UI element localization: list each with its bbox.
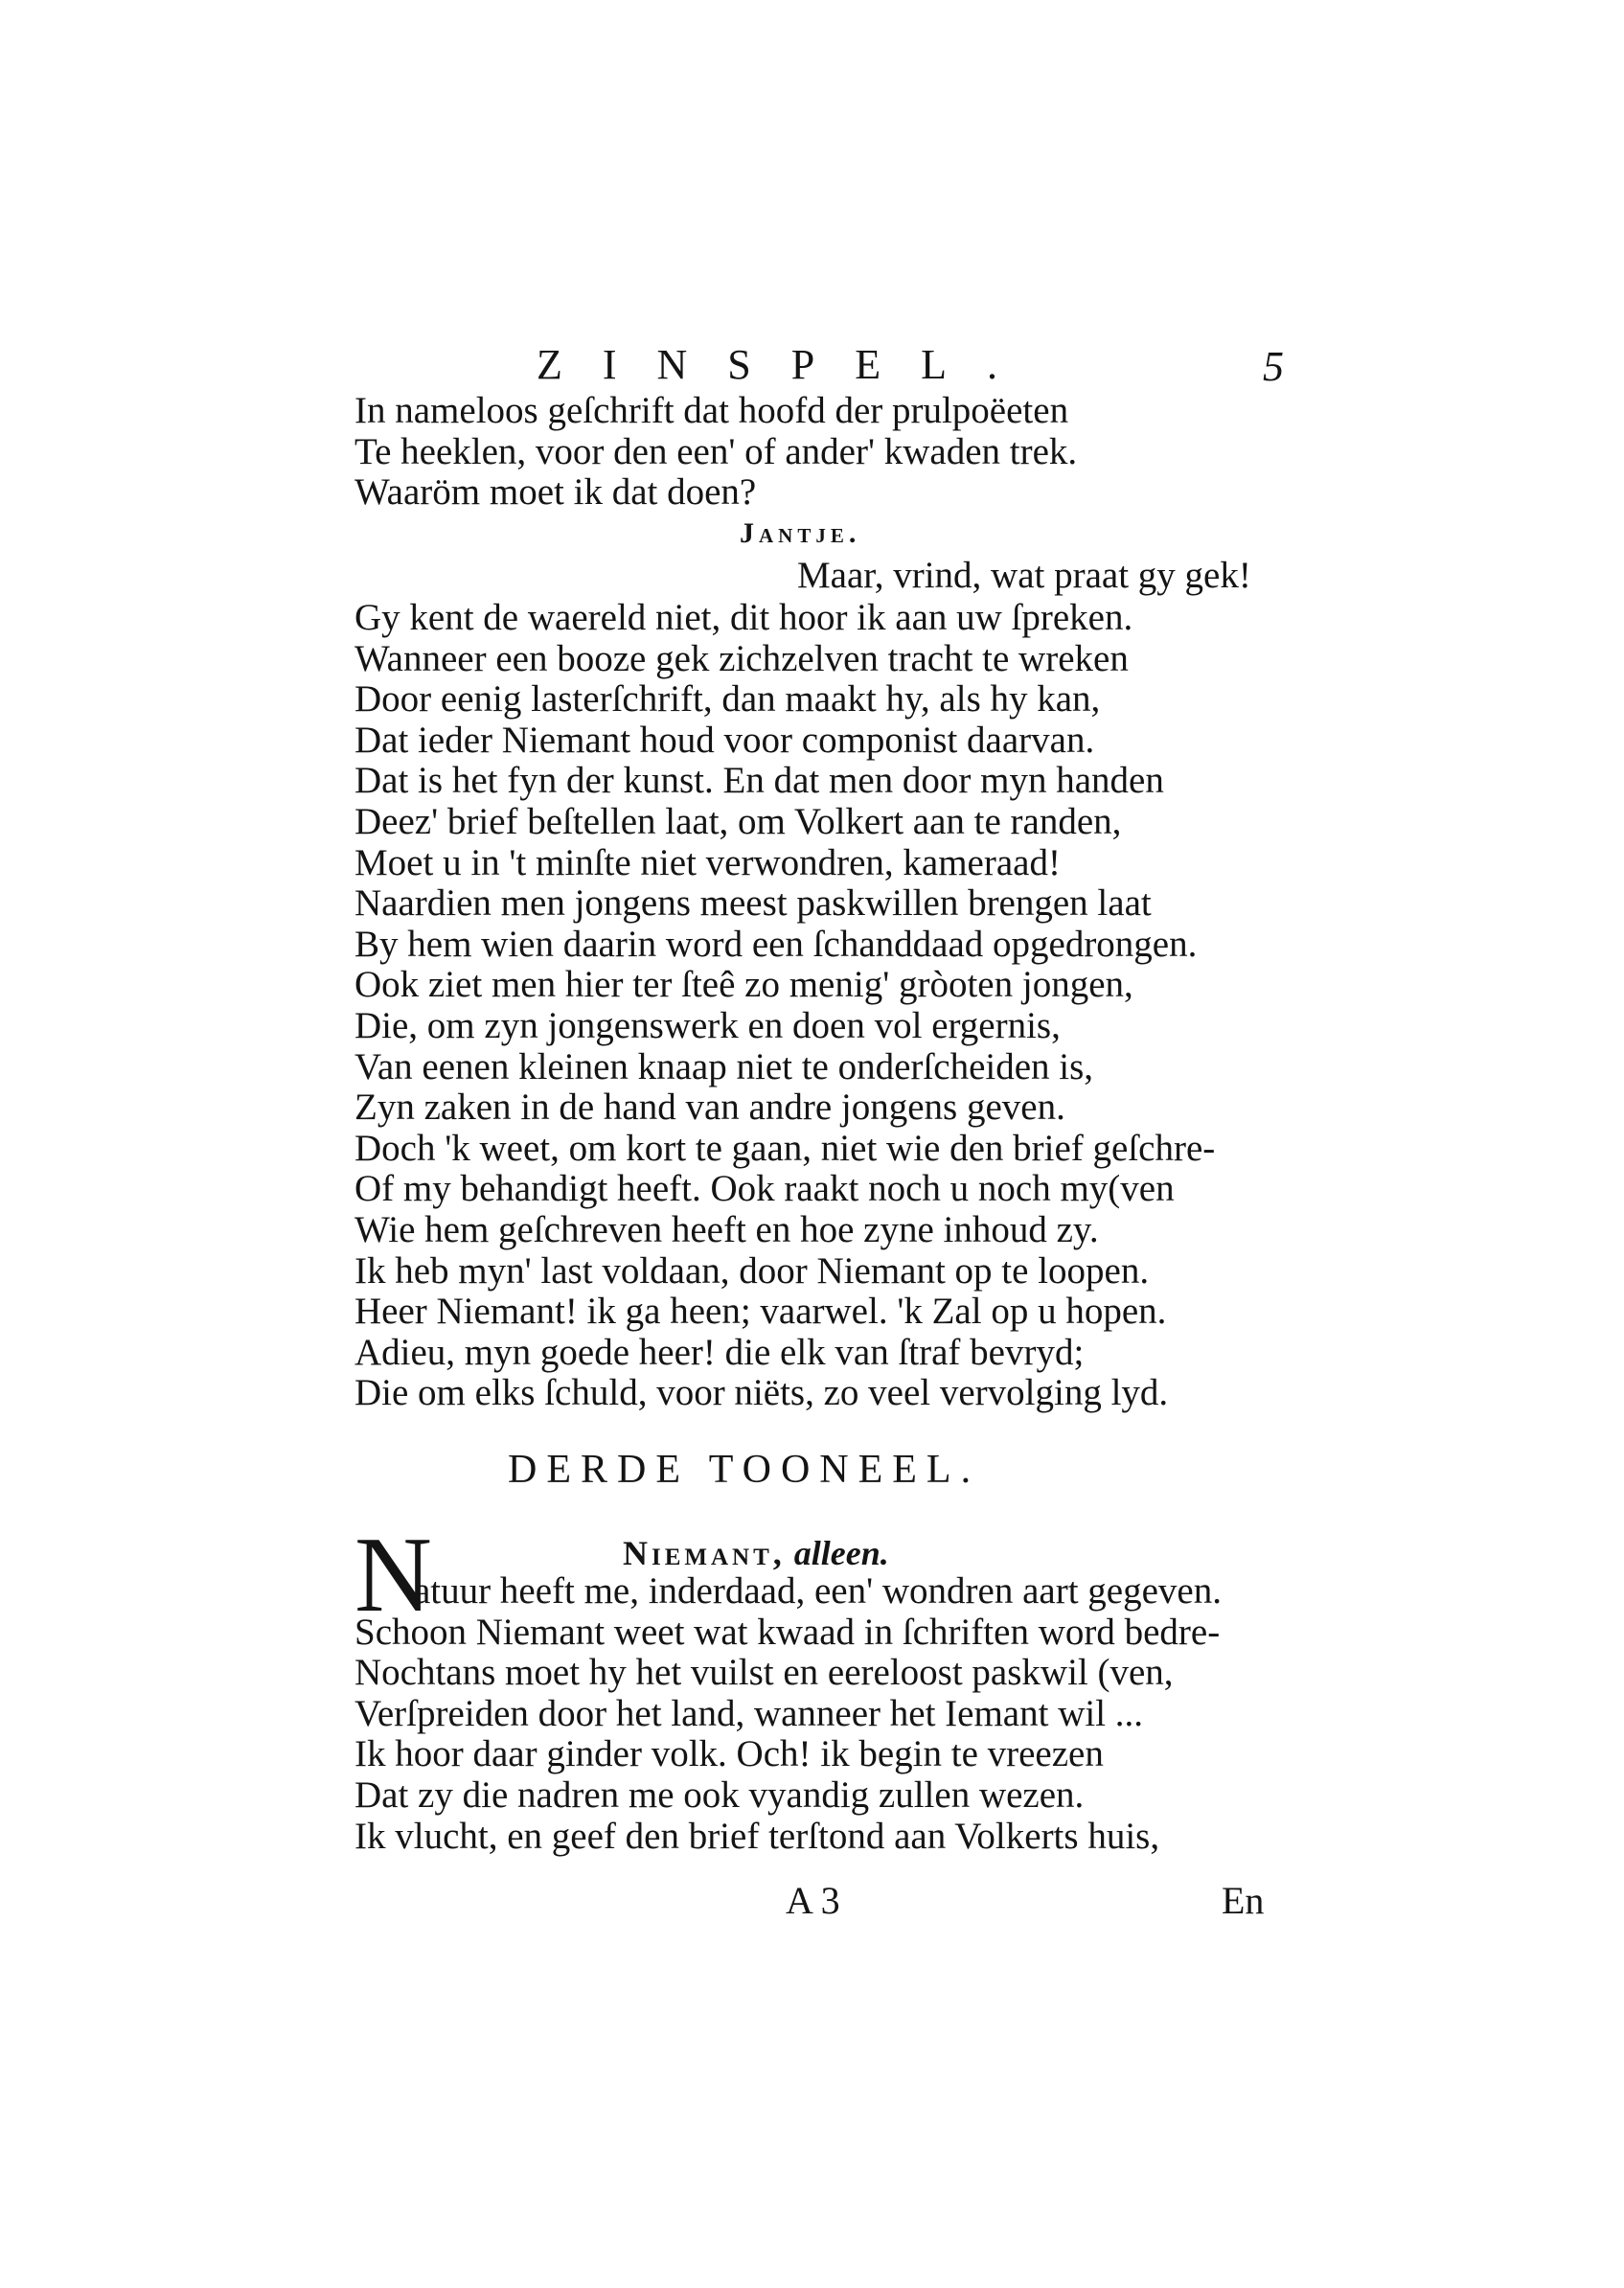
- verse-line: Naardien men jongens meest paskwillen brengen laat: [355, 882, 1152, 925]
- verse-line: Die om elks ſchuld, voor niëts, zo veel vervolging lyd.: [355, 1372, 1169, 1414]
- verse-line: By hem wien daarin word een ſchanddaad opgedrongen.: [355, 923, 1198, 965]
- verse-block-top: [355, 391, 1077, 514]
- indented-verse-line: Maar, vrind, wat praat gy gek!: [797, 555, 1251, 596]
- speaker-label: Jantje.: [740, 517, 861, 549]
- drop-cap: N: [355, 1516, 432, 1635]
- verse-line: Waaröm moet ik dat doen?: [355, 471, 757, 514]
- verse-line: Gy kent de waereld niet, dit hoor ik aan uw ſpreken.: [355, 597, 1133, 638]
- running-head: ZINSPEL.: [537, 341, 1038, 388]
- verse-line: atuur heeft me, inderdaad, een' wondren aart gegeven.: [414, 1570, 1222, 1612]
- page-header: [355, 340, 1284, 398]
- verse-line: Ik heb myn' last voldaan, door Niemant op te loopen.: [355, 1249, 1150, 1292]
- verse-line: Wie hem geſchreven heeft en hoe zyne inhoud zy.: [355, 1208, 1099, 1250]
- verse-line: Zyn zaken in de hand van andre jongens geven.: [355, 1087, 1065, 1129]
- verse-line: Ik vlucht, en geef den brief terſtond aan Volkerts huis,: [355, 1815, 1160, 1857]
- verse-line: Verſpreiden door het land, wanneer het Iemant wil ...: [355, 1692, 1144, 1734]
- signature-mark: A 3: [786, 1879, 840, 1922]
- scene-heading: DERDE TOONEEL.: [508, 1448, 981, 1492]
- verse-block-middle: [355, 598, 1215, 1414]
- verse-line: Van eenen kleinen knaap niet te onderſcheiden is,: [355, 1045, 1094, 1087]
- verse-line: Dat is het fyn der kunst. En dat men door myn handen: [355, 760, 1164, 802]
- verse-block-scene: [355, 1571, 1222, 1857]
- verse-line: Wanneer een booze gek zichzelven tracht te wreken: [355, 637, 1129, 679]
- verse-line: Moet u in 't minſte niet verwondren, kameraad!: [355, 841, 1061, 883]
- verse-line: Deez' brief beſtellen laat, om Volkert aan te randen,: [355, 800, 1122, 842]
- scene-speaker: [623, 1533, 889, 1573]
- verse-line: In nameloos geſchrift dat hoofd der prulpoëeten: [355, 390, 1069, 431]
- stage-direction: alleen.: [793, 1534, 889, 1572]
- verse-line: Te heeklen, voor den een' of ander' kwaden trek.: [355, 430, 1078, 472]
- verse-line: Die, om zyn jongenswerk en doen vol ergernis,: [355, 1004, 1061, 1046]
- verse-line: Ook ziet men hier ter ſteê zo menig' gròoten jongen,: [355, 964, 1133, 1006]
- verse-line: Ik hoor daar ginder volk. Och! ik begin te vreezen: [355, 1733, 1104, 1775]
- page-number: 5: [1263, 343, 1284, 390]
- verse-line: Of my behandigt heeft. Ook raakt noch u noch my(ven: [355, 1168, 1175, 1210]
- verse-line: Nochtans moet hy het vuilst en eereloost paskwil (ven,: [355, 1652, 1174, 1694]
- verse-line: Schoon Niemant weet wat kwaad in ſchriften word bedre-: [355, 1611, 1221, 1653]
- verse-line: Heer Niemant! ik ga heen; vaarwel. 'k Zal op u hopen.: [355, 1291, 1167, 1333]
- verse-line: Dat zy die nadren me ook vyandig zullen wezen.: [355, 1773, 1085, 1816]
- verse-line: Doch 'k weet, om kort te gaan, niet wie den brief geſchre-: [355, 1127, 1216, 1169]
- verse-line: Adieu, myn goede heer! die elk van ſtraf bevryd;: [355, 1331, 1085, 1373]
- speaker-name: Niemant,: [623, 1534, 786, 1572]
- verse-line: Door eenig lasterſchrift, dan maakt hy, als hy kan,: [355, 678, 1101, 721]
- verse-line: Dat ieder Niemant houd voor componist daarvan.: [355, 719, 1095, 761]
- catchword: En: [1222, 1879, 1265, 1922]
